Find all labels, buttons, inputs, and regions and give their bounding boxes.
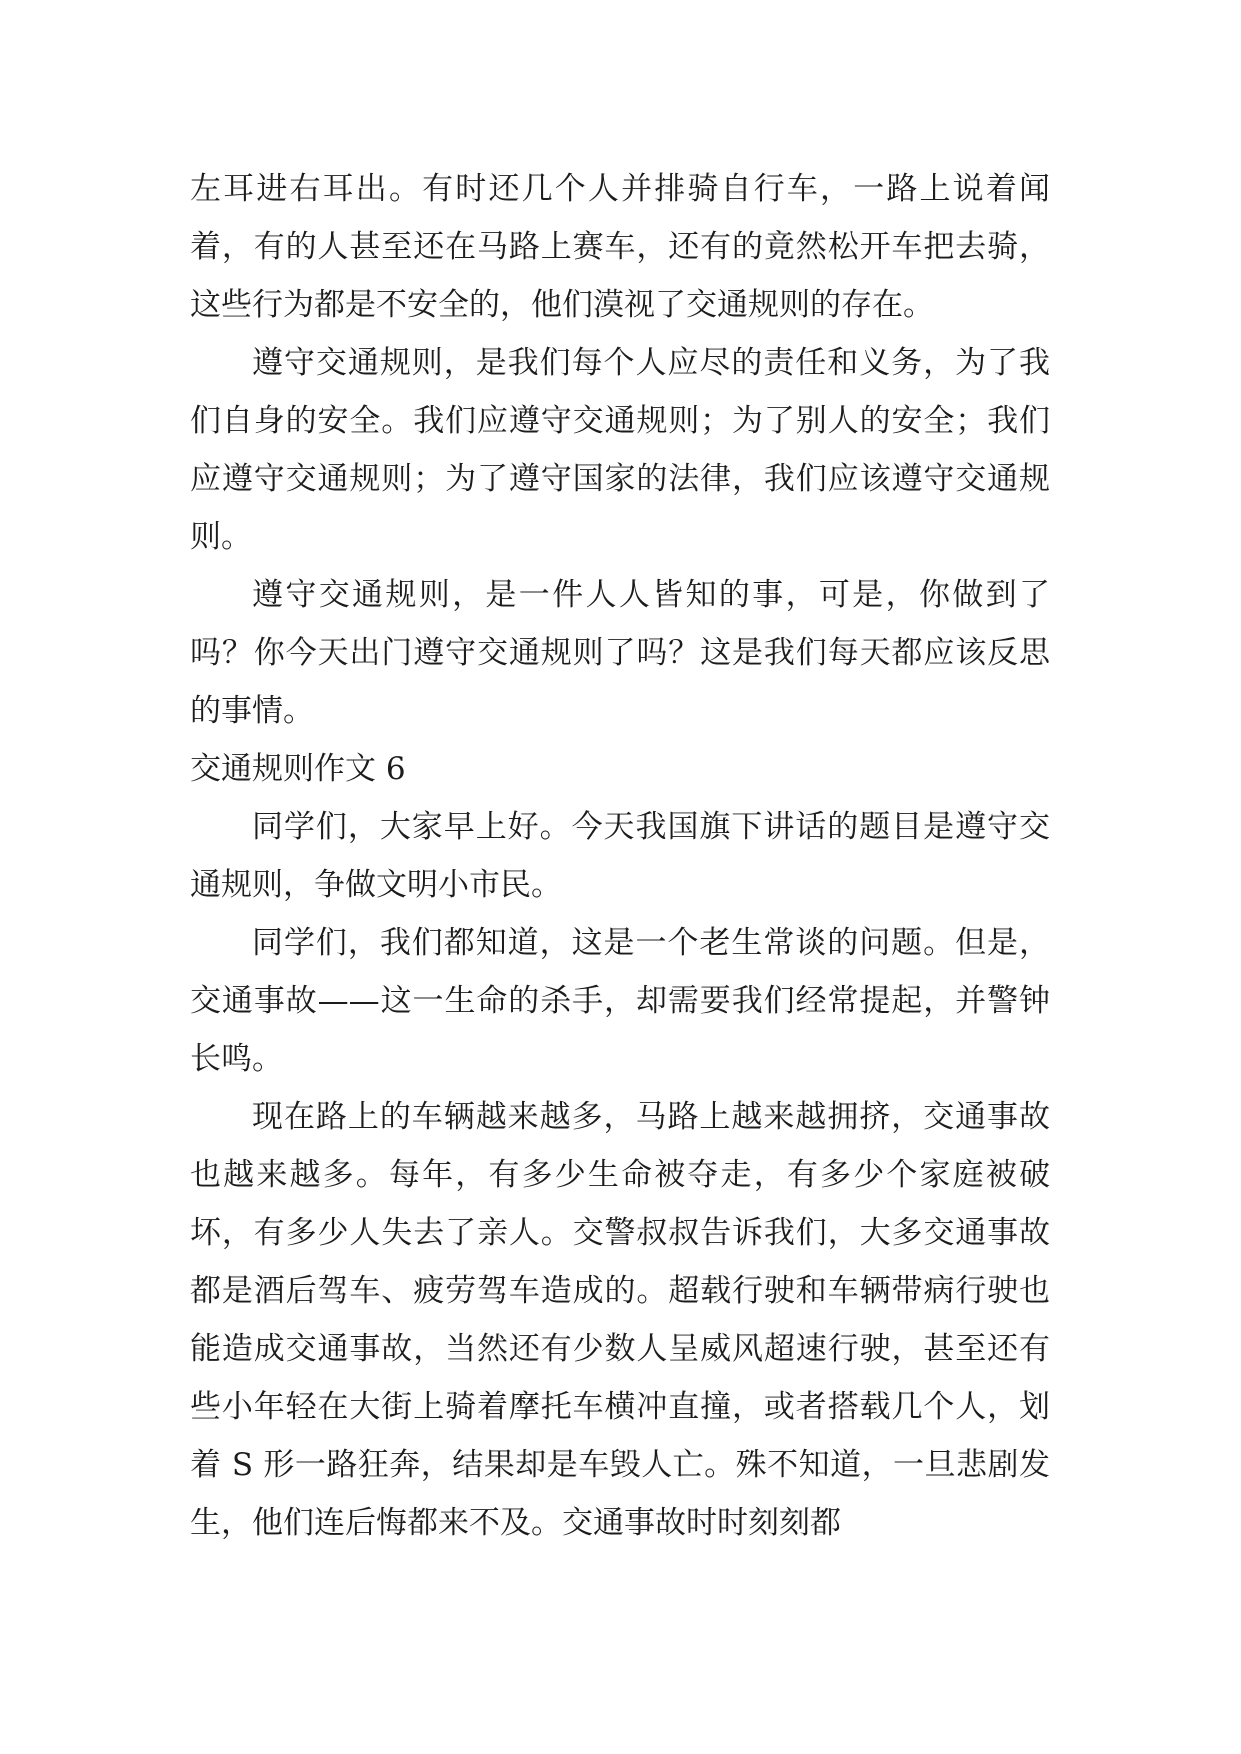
section-heading: 交通规则作文 6 [190,751,406,787]
paragraph: 同学们，我们都知道，这是一个老生常谈的问题。但是，交通事故——这一生命的杀手，却需要我们经常提起，并警钟长鸣。 [190,925,1050,1077]
document-body [190,160,1050,1552]
paragraph: 遵守交通规则，是我们每个人应尽的责任和义务，为了我们自身的安全。我们应遵守交通规则；为了别人的安全；我们应遵守交通规则；为了遵守国家的法律，我们应该遵守交通规则。 [190,345,1050,555]
paragraph-continuation: 左耳进右耳出。有时还几个人并排骑自行车，一路上说着闻着，有的人甚至还在马路上赛车，还有的竟然松开车把去骑，这些行为都是不安全的，他们漠视了交通规则的存在。 [190,171,1050,323]
paragraph: 遵守交通规则，是一件人人皆知的事，可是，你做到了吗？你今天出门遵守交通规则了吗？这是我们每天都应该反思的事情。 [190,577,1050,729]
paragraph: 同学们，大家早上好。今天我国旗下讲话的题目是遵守交通规则，争做文明小市民。 [190,809,1050,903]
paragraph: 现在路上的车辆越来越多，马路上越来越拥挤，交通事故也越来越多。每年，有多少生命被夺走，有多少个家庭被破坏，有多少人失去了亲人。交警叔叔告诉我们，大多交通事故都是酒后驾车、疲劳驾车造成的。超载行驶和车辆带病行驶也能造成交通事故，当然还有少数人呈威风超速行驶，甚至还有些小年轻在大街上骑着摩托车横冲直撞，或者搭载几个人，划着 S 形一路狂奔，结果却是车毁人亡。殊不知道，一旦悲剧发生，他们连后悔都来不及。交通事故时时刻刻都 [190,1099,1050,1541]
